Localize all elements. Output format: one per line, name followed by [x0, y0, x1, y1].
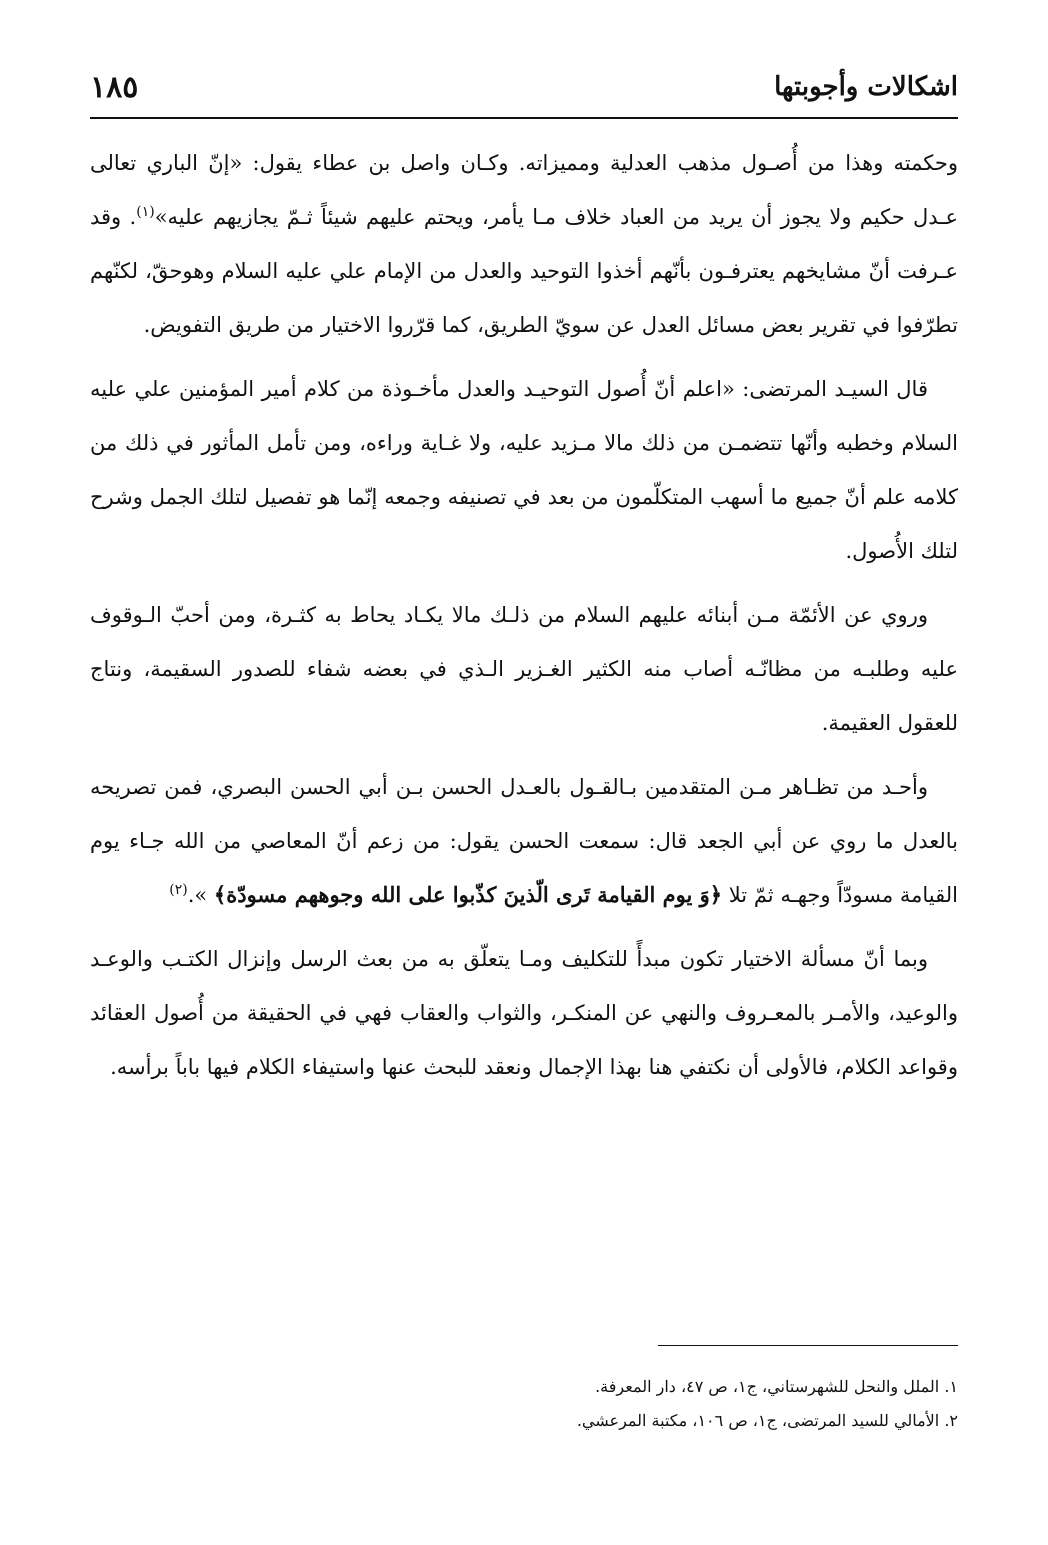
footnote-divider [658, 1345, 958, 1346]
footnote-1: ١. الملل والنحل للشهرستاني، ج١، ص ٤٧، دار المعرفة. [595, 1377, 958, 1396]
header-divider [90, 117, 958, 119]
paragraph-2: قال السيـد المرتضى: «اعلم أنّ أُصول التوحيـد والعدل مأخـوذة من كلام أمير المؤمنين علي عليه السلام وخطبه وأنّها تتضمـن من ذلك مالا مـزيد عليه، ولا غـاية وراءه، ومن تأمل المأثور في ذلك من كلامه علم أنّ جميع ما أسهب المتكلّمون من بعد في تصنيفه وجمعه إنّما هو تفصيل لتلك الجمل وشرح لتلك الأُصول. [90, 377, 958, 563]
paragraph-1-rest: . وقد عـرفت أنّ مشايخهم يعترفـون بأنّهم أخذوا التوحيد والعدل من الإمام علي عليه السلام وهوحقّ، لكنّهم تطرّفوا في تقرير بعض مسائل العدل عن سويّ الطريق، كما قرّروا الاختيار من طريق التفويض. [90, 205, 958, 337]
footnotes [90, 1370, 958, 1438]
page-number: ١٨٥ [90, 69, 139, 105]
paragraph-1 [90, 136, 958, 352]
paragraph-4-text: وأحـد من تظـاهر مـن المتقدمين بـالقـول بالعـدل الحسن بـن أبي الحسن البصري، فمن تصريحه بالعدل ما روي عن أبي الجعد قال: سمعت الحسن يقول: من زعم أنّ المعاصي من الله جـاء يوم القيامة مسودّاً وجهـه ثمّ تلا [90, 775, 958, 907]
paragraph-3: وروي عن الأئمّة مـن أبنائه عليهم السلام من ذلـك مالا يكـاد يحاط به كثـرة، ومن أحبّ الـوقوف عليه وطلبـه من مظانّـه أصاب منه الكثير الغـزير الـذي في بعضه شفاء للصدور السقيمة، ونتاج للعقول العقيمة. [90, 603, 958, 735]
running-title: اشكالات وأجوبتها [774, 72, 958, 102]
quran-verse: ﴿وَ يوم القيامة تَرى الّذينَ كذّبوا على الله وجوههم مسودّة﴾ [213, 882, 723, 907]
paragraph-5: وبما أنّ مسألة الاختيار تكون مبدأً للتكليف ومـا يتعلّق به من بعث الرسل وإنزال الكتـب والوعـد والوعيد، والأمـر بالمعـروف والنهي عن المنكـر، والثواب والعقاب فهي في الحقيقة من أُصول العقائد وقواعد الكلام، فالأولى أن نكتفي هنا بهذا الإجمال ونعقد للبحث عنها واستيفاء الكلام فيها باباً برأسه. [90, 947, 958, 1079]
body-text [90, 136, 958, 1104]
footnote-marker-1: (١) [136, 204, 155, 220]
paragraph-4 [90, 760, 958, 922]
footnote-marker-2: (٢) [169, 882, 188, 898]
page-header [90, 62, 958, 112]
paragraph-1-text: وحكمته وهذا من أُصـول مذهب العدلية ومميزاته. وكـان واصل بن عطاء يقول: «إنّ الباري تعالى عـدل حكيم ولا يجوز أن يريد من العباد خلاف مـا يأمر، ويحتم عليهم شيئاً ثـمّ يجازيهم عليه» [90, 151, 958, 229]
paragraph-4-end: ». [187, 883, 214, 907]
footnote-2: ٢. الأمالي للسيد المرتضى، ج١، ص ١٠٦، مكتبة المرعشي. [576, 1411, 958, 1430]
